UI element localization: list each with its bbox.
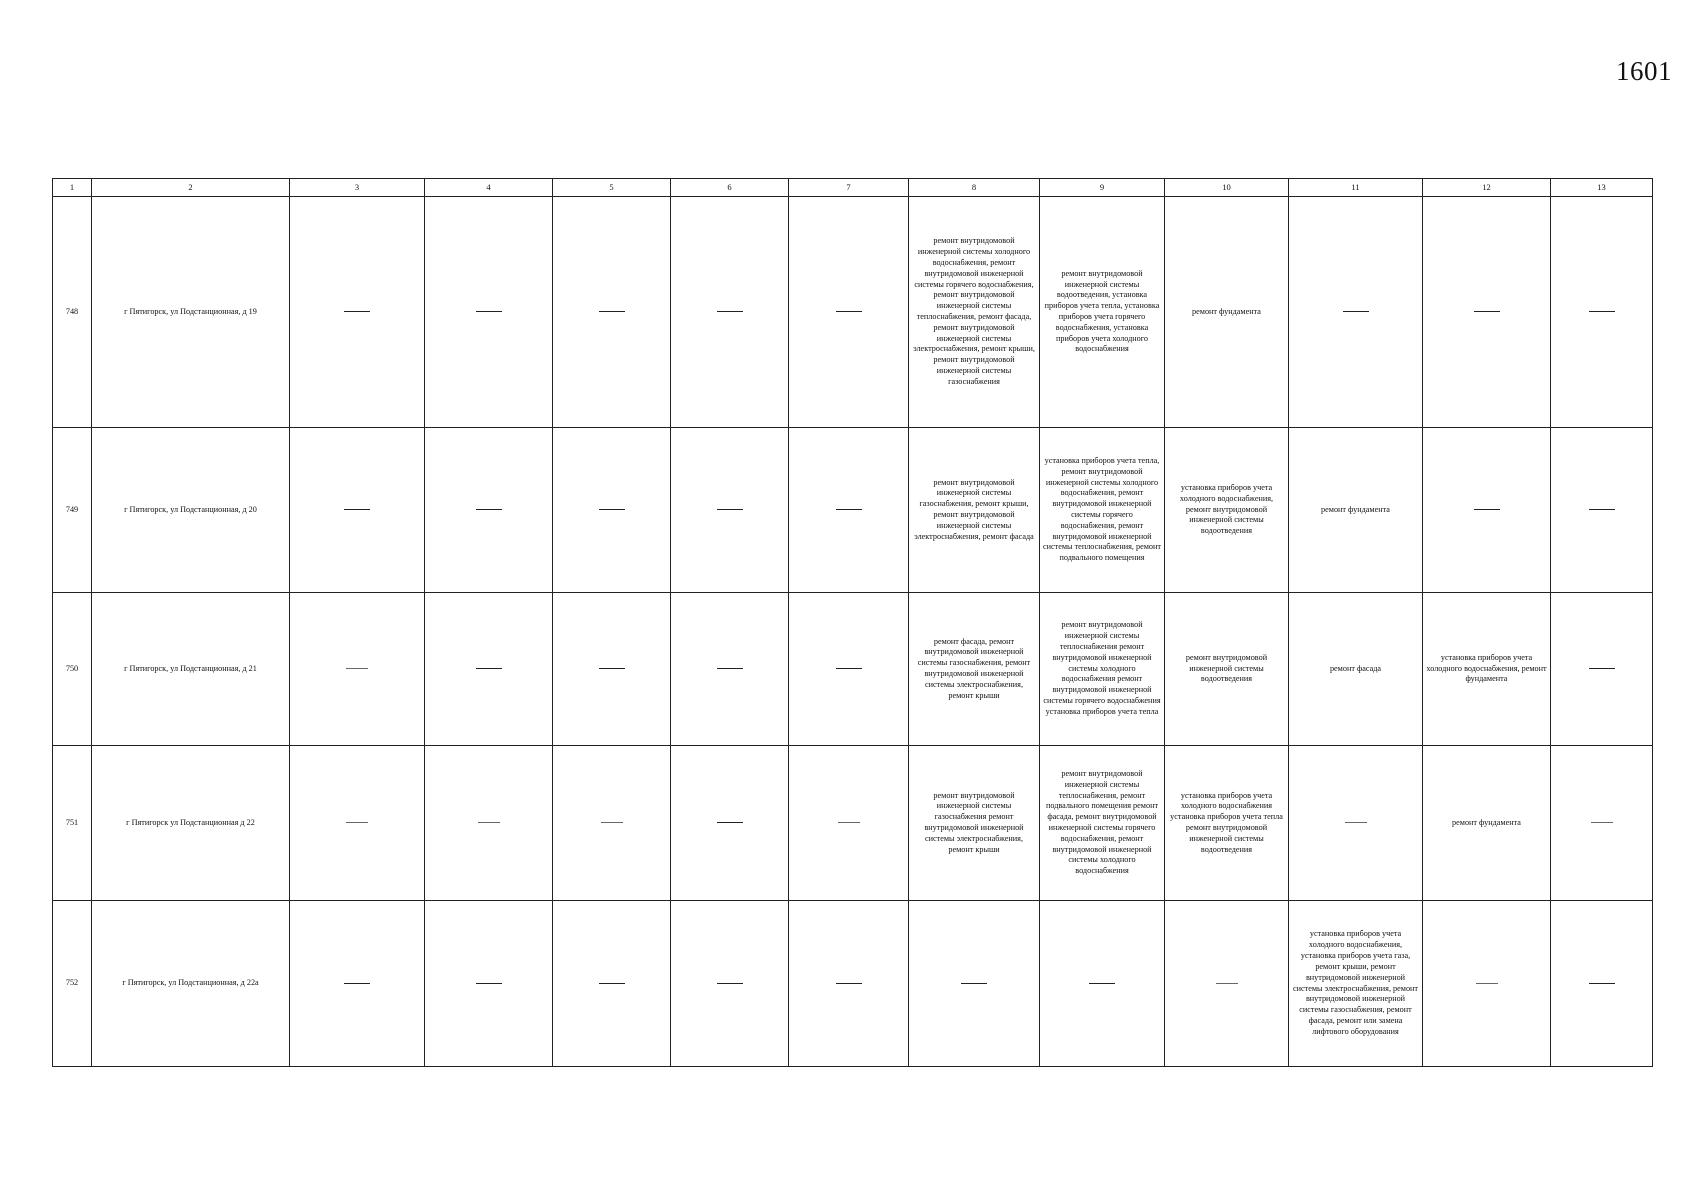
row-number: 750 [53, 593, 92, 746]
empty-cell [1551, 428, 1653, 593]
dash-mark [717, 311, 743, 312]
empty-cell [671, 593, 789, 746]
table-row [53, 746, 1653, 901]
dash-mark [1343, 311, 1369, 312]
dash-mark [599, 668, 625, 669]
table-row [53, 593, 1653, 746]
empty-cell [553, 593, 671, 746]
empty-cell [671, 901, 789, 1067]
empty-cell [1040, 901, 1165, 1067]
empty-cell [553, 746, 671, 901]
empty-cell [1165, 901, 1289, 1067]
dash-mark [717, 822, 743, 823]
column-header: 6 [671, 179, 789, 197]
empty-cell [1289, 746, 1423, 901]
page-number: 1601 [1616, 56, 1672, 86]
column-header: 9 [1040, 179, 1165, 197]
address-cell: г Пятигорск ул Подстанционная д 22 [92, 746, 290, 901]
dash-mark [1589, 509, 1615, 510]
dash-mark [599, 983, 625, 984]
empty-cell [553, 428, 671, 593]
empty-cell [1423, 901, 1551, 1067]
dash-mark [346, 668, 368, 669]
empty-cell [909, 901, 1040, 1067]
empty-cell [1551, 746, 1653, 901]
empty-cell [1423, 428, 1551, 593]
column-header: 10 [1165, 179, 1289, 197]
column-header: 11 [1289, 179, 1423, 197]
dash-mark [836, 509, 862, 510]
dash-mark [1474, 509, 1500, 510]
empty-cell [789, 197, 909, 428]
work-description-cell: установка приборов учета холодного водоснабжения, установка приборов учета газа, ремонт крыши, ремонт внутридомовой инженерной системы электроснабжения, ремонт внутридомовой инженерной системы газоснабжения, ремонт фасада, ремонт или замена лифтового оборудования [1289, 901, 1423, 1067]
dash-mark [599, 509, 625, 510]
empty-cell [1551, 593, 1653, 746]
column-header: 2 [92, 179, 290, 197]
column-header: 7 [789, 179, 909, 197]
empty-cell [789, 901, 909, 1067]
dash-mark [476, 983, 502, 984]
work-description-cell: установка приборов учета холодного водоснабжения, ремонт внутридомовой инженерной системы водоотведения [1165, 428, 1289, 593]
address-cell: г Пятигорск, ул Подстанционная, д 21 [92, 593, 290, 746]
address-cell: г Пятигорск, ул Подстанционная, д 22а [92, 901, 290, 1067]
dash-mark [1089, 983, 1115, 984]
empty-cell [425, 901, 553, 1067]
column-header: 5 [553, 179, 671, 197]
address-cell: г Пятигорск, ул Подстанционная, д 20 [92, 428, 290, 593]
dash-mark [476, 668, 502, 669]
table-row [53, 428, 1653, 593]
table-row [53, 901, 1653, 1067]
dash-mark [476, 509, 502, 510]
empty-cell [789, 428, 909, 593]
dash-mark [1589, 311, 1615, 312]
empty-cell [290, 746, 425, 901]
work-description-cell: ремонт фундамента [1165, 197, 1289, 428]
column-header: 4 [425, 179, 553, 197]
dash-mark [836, 668, 862, 669]
work-description-cell: установка приборов учета холодного водоснабжения установка приборов учета тепла ремонт внутридомовой инженерной системы водоотведения [1165, 746, 1289, 901]
dash-mark [717, 668, 743, 669]
work-description-cell: ремонт фундамента [1289, 428, 1423, 593]
column-header: 8 [909, 179, 1040, 197]
work-description-cell: ремонт внутридомовой инженерной системы газоснабжения, ремонт крыши, ремонт внутридомовой инженерной системы электроснабжения, ремонт фасада [909, 428, 1040, 593]
work-description-cell: ремонт внутридомовой инженерной системы водоотведения, установка приборов учета тепла, установка приборов учета горячего водоснабжения, установка приборов учета холодного водоснабжения [1040, 197, 1165, 428]
row-number: 749 [53, 428, 92, 593]
work-description-cell: установка приборов учета тепла, ремонт внутридомовой инженерной системы холодного водоснабжения, ремонт внутридомовой инженерной системы горячего водоснабжения, ремонт внутридомовой инженерной системы теплоснабжения, ремонт подвального помещения [1040, 428, 1165, 593]
empty-cell [671, 197, 789, 428]
dash-mark [1476, 983, 1498, 984]
work-description-cell: ремонт внутридомовой инженерной системы теплоснабжения, ремонт подвального помещения ремонт фасада, ремонт внутридомовой инженерной системы горячего водоснабжения, ремонт внутридомовой инженерной системы холодного водоснабжения [1040, 746, 1165, 901]
dash-mark [838, 822, 860, 823]
empty-cell [1423, 197, 1551, 428]
row-number: 752 [53, 901, 92, 1067]
empty-cell [425, 746, 553, 901]
empty-cell [290, 901, 425, 1067]
empty-cell [290, 428, 425, 593]
dash-mark [717, 509, 743, 510]
work-description-cell: ремонт внутридомовой инженерной системы водоотведения [1165, 593, 1289, 746]
empty-cell [425, 197, 553, 428]
dash-mark [1589, 983, 1615, 984]
repair-schedule-table [52, 178, 1653, 1067]
dash-mark [1589, 668, 1615, 669]
work-description-cell: ремонт внутридомовой инженерной системы газоснабжения ремонт внутридомовой инженерной системы электроснабжения, ремонт крыши [909, 746, 1040, 901]
empty-cell [290, 197, 425, 428]
empty-cell [671, 428, 789, 593]
empty-cell [671, 746, 789, 901]
work-description-cell: ремонт фасада [1289, 593, 1423, 746]
dash-mark [599, 311, 625, 312]
dash-mark [476, 311, 502, 312]
table-row [53, 197, 1653, 428]
empty-cell [425, 428, 553, 593]
empty-cell [425, 593, 553, 746]
row-number: 751 [53, 746, 92, 901]
column-number-row [53, 179, 1653, 197]
empty-cell [290, 593, 425, 746]
dash-mark [1345, 822, 1367, 823]
dash-mark [961, 983, 987, 984]
dash-mark [478, 822, 500, 823]
empty-cell [789, 746, 909, 901]
empty-cell [1551, 901, 1653, 1067]
empty-cell [789, 593, 909, 746]
column-header: 13 [1551, 179, 1653, 197]
dash-mark [1216, 983, 1238, 984]
dash-mark [717, 983, 743, 984]
work-description-cell: установка приборов учета холодного водоснабжения, ремонт фундамента [1423, 593, 1551, 746]
dash-mark [1591, 822, 1613, 823]
row-number: 748 [53, 197, 92, 428]
dash-mark [344, 983, 370, 984]
empty-cell [1289, 197, 1423, 428]
work-description-cell: ремонт внутридомовой инженерной системы холодного водоснабжения, ремонт внутридомовой инженерной системы горячего водоснабжения, ремонт внутридомовой инженерной системы теплоснабжения, ремонт фасада, ремонт внутридомовой инженерной системы электроснабжения, ремонт крыши, ремонт внутридомовой инженерной системы газоснабжения [909, 197, 1040, 428]
dash-mark [1474, 311, 1500, 312]
work-description-cell: ремонт фасада, ремонт внутридомовой инженерной системы газоснабжения, ремонт внутридомовой инженерной системы электроснабжения, ремонт крыши [909, 593, 1040, 746]
dash-mark [344, 311, 370, 312]
dash-mark [836, 983, 862, 984]
dash-mark [344, 509, 370, 510]
dash-mark [601, 822, 623, 823]
address-cell: г Пятигорск, ул Подстанционная, д 19 [92, 197, 290, 428]
column-header: 1 [53, 179, 92, 197]
empty-cell [553, 901, 671, 1067]
work-description-cell: ремонт внутридомовой инженерной системы теплоснабжения ремонт внутридомовой инженерной системы холодного водоснабжения ремонт внутридомовой инженерной системы горячего водоснабжения установка приборов учета тепла [1040, 593, 1165, 746]
empty-cell [553, 197, 671, 428]
column-header: 3 [290, 179, 425, 197]
work-description-cell: ремонт фундамента [1423, 746, 1551, 901]
empty-cell [1551, 197, 1653, 428]
column-header: 12 [1423, 179, 1551, 197]
dash-mark [836, 311, 862, 312]
dash-mark [346, 822, 368, 823]
